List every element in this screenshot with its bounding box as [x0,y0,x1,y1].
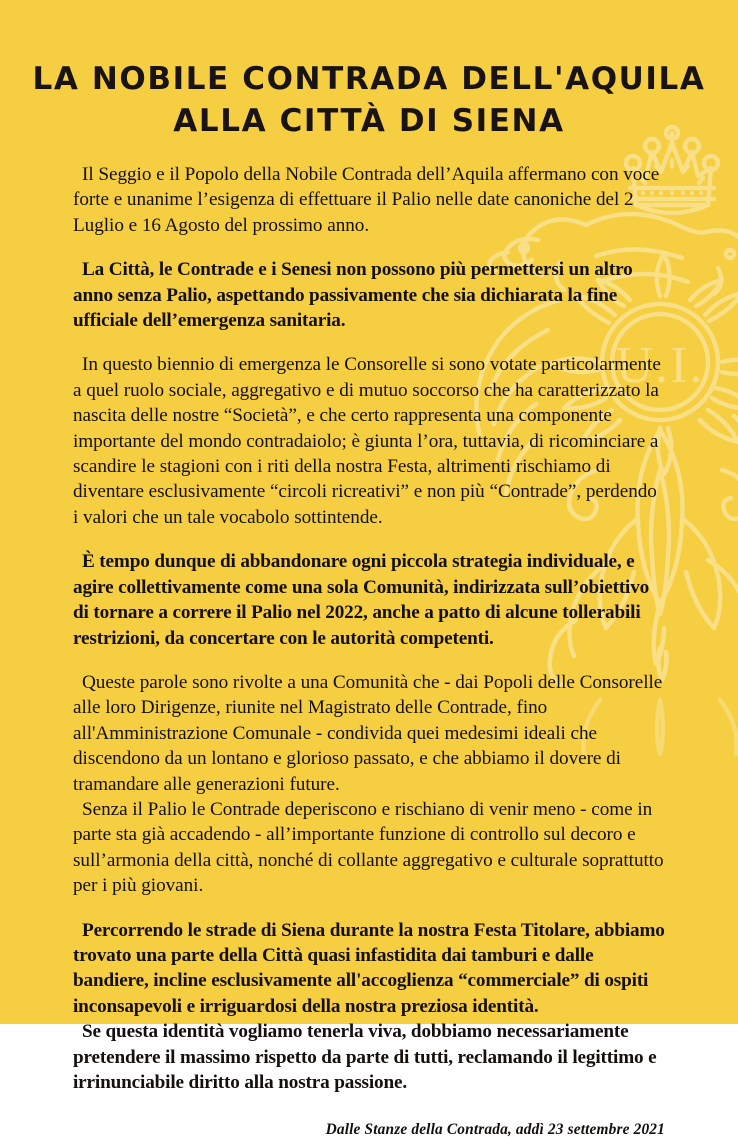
title-line-2: ALLA CITTÀ DI SIENA [173,103,565,139]
paragraph-3: In questo biennio di emergenza le Consorelle si sono votate particolarmente a quel ruolo sociale, aggregativo e di mutuo soccorso che ha caratterizzato la nascita delle nostre “Società”, e che certo rappresenta una componente importante del mondo contradaiolo; è giunta l’ora, tuttavia, di ricominciare a scandire le stagioni con i riti della nostra Festa, altrimenti rischiamo di diventare esclusivamente “circoli ricreativi” e non più “Contrade”, perdendo i valori che un tale vocabolo sottintende. [73,354,661,528]
page-title [0,0,738,142]
paragraph-8: Se questa identità vogliamo tenerla viva, dobbiamo necessariamente pretendere il massimo rispetto da parte di tutti, reclamando il legittimo e irrinunciabile diritto alla nostra passione. [73,1021,657,1093]
paragraph-6: Senza il Palio le Contrade deperiscono e rischiano di venir meno - come in parte sta già accadendo - all’importante funzione di controllo sul decoro e sull’armonia della città, nonché di collante aggregativo e culturale soprattutto per i più giovani. [73,798,664,897]
paragraph-7: Percorrendo le strade di Siena durante la nostra Festa Titolare, abbiamo trovato una parte della Città quasi infastidita dai tamburi e dalle bandiere, incline esclusivamente all'accoglienza “commerciale” di ospiti inconsapevoli e irriguardosi della nostra preziosa identità. [73,919,665,1017]
body-text [0,162,738,1095]
paragraph-1: Il Seggio e il Popolo della Nobile Contrada dell’Aquila affermano con voce forte e unanime l’esigenza di effettuare il Palio nelle date canoniche del 2 Luglio e 16 Agosto del prossimo anno. [73,164,660,236]
paragraph-4: È tempo dunque di abbandonare ogni piccola strategia individuale, e agire collettivamente come una sola Comunità, indirizzata sull’obiettivo di tornare a correre il Palio nel 2022, anche a patto di alcune tollerabili restrizioni, da concertare con le autorità competenti. [73,551,650,649]
title-line-1: LA NOBILE CONTRADA DELL'AQUILA [32,61,706,97]
paragraph-5: Queste parole sono rivolte a una Comunità che - dai Popoli delle Consorelle alle loro Dirigenze, riunite nel Magistrato delle Contrade, fino all'Amministrazione Comunale - condivida quei medesimi ideali che discendono da un lontano e glorioso passato, e che abbiamo il dovere di tramandare alle generazioni future. [73,671,663,795]
paragraph-2: La Città, le Contrade e i Senesi non possono più permettersi un altro anno senza Palio, aspettando passivamente che sia dichiarata la fine ufficiale dell’emergenza sanitaria. [73,259,633,332]
signature-line: Dalle Stanze della Contrada, addì 23 settembre 2021 [325,1121,665,1139]
medallion-text: U.I. [615,337,705,394]
